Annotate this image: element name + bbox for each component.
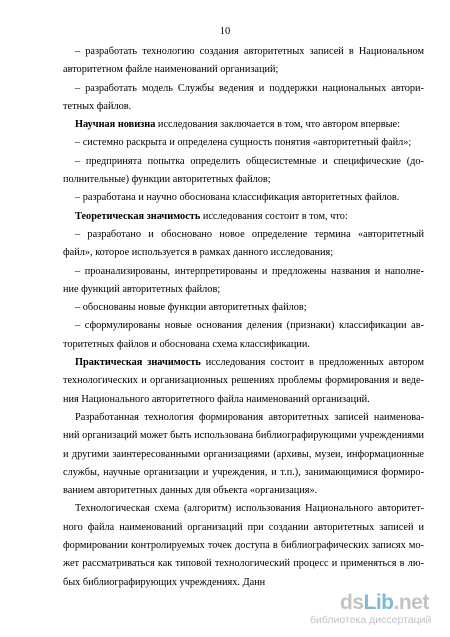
text-line: – разработано и обосновано новое определение термина «авторитетный [75, 228, 424, 240]
watermark-logo-suffix: .net [393, 591, 429, 614]
text-line: Технологическая схема (алгоритм) использования Национального авторитет- [75, 503, 424, 515]
line-text: исследования состоит в том, что: [200, 210, 348, 222]
text-line [63, 354, 424, 372]
bold-term: Теоретическая значимость [75, 210, 201, 222]
text-line: ние функций авторитетных файлов; [63, 283, 221, 295]
text-line: формировании контролируемых точек доступа в библиографических записях мо- [63, 540, 424, 552]
bold-term: Научная новизна [75, 119, 156, 131]
text-line: тетных файлов. [63, 100, 132, 112]
text-line: файл», которое используется в рамках данного исследования; [63, 247, 334, 259]
text-line: службы, научные организации и учреждения, и т.п.), занимающимися формиро- [63, 466, 424, 478]
text-line [63, 116, 424, 134]
text-line: полнительные) функции авторитетных файлов; [63, 174, 271, 186]
line-text: исследования заключается в том, что автором впервые: [155, 119, 400, 131]
text-line: ванием авторитетных данных для объекта «организация». [63, 485, 318, 497]
text-line: – сформулированы новые основания деления (признаки) классификации ав- [75, 320, 424, 332]
text-line: – разработана и научно обоснована классификация авторитетных файлов. [75, 192, 400, 204]
watermark-subtitle: библиотека диссертаций [310, 614, 432, 626]
watermark-logo-accent: Lib [363, 591, 394, 614]
text-line: – предпринята попытка определить общесистемные и специфические (до- [75, 155, 424, 167]
text-line: технологических и организационных решениях проблемы формирования и веде- [63, 375, 424, 387]
line-text: исследования состоит в предложенных автором [200, 357, 424, 369]
text-line: Разработанная технология формирования авторитетных записей наименова- [75, 411, 424, 423]
text-line: бых библиографирующих учреждениях. Данн [63, 576, 266, 588]
text-line: – разработать технологию создания авторитетных записей в Национальном [75, 46, 424, 57]
text-line: ного файла наименований организаций при создании авторитетных записей и [63, 521, 424, 533]
text-line: – системно раскрыта и определена сущность понятия «авторитетный файл»; [75, 137, 412, 149]
document-body [63, 43, 424, 592]
watermark-logo [340, 591, 429, 615]
text-line [63, 208, 424, 226]
text-line: – разработать модель Службы ведения и поддержки национальных автори- [75, 82, 424, 94]
text-line: – проанализированы, интерпретированы и предложены названия и наполне- [75, 265, 424, 277]
watermark-logo-prefix: ds [340, 591, 364, 614]
text-line: торитетных файлов и обоснована схема классификации. [63, 338, 310, 350]
watermark [310, 591, 440, 631]
text-line: и другими заинтересованными организациями (архивы, музеи, информационные [63, 448, 424, 460]
text-line: авторитетном файле наименований организаций; [63, 64, 279, 76]
text-line: ния Национального авторитетного файла наименований организаций. [63, 393, 370, 405]
page-number: 10 [219, 26, 231, 37]
text-line: ний организаций может быть использована библиографирующими учреждениями [63, 430, 424, 442]
text-line: – обоснованы новые функции авторитетных файлов; [75, 302, 307, 314]
text-line: жет рассматриваться как типовой технологический процесс и применяться в лю- [63, 558, 424, 570]
bold-term: Практическая значимость [75, 357, 201, 369]
